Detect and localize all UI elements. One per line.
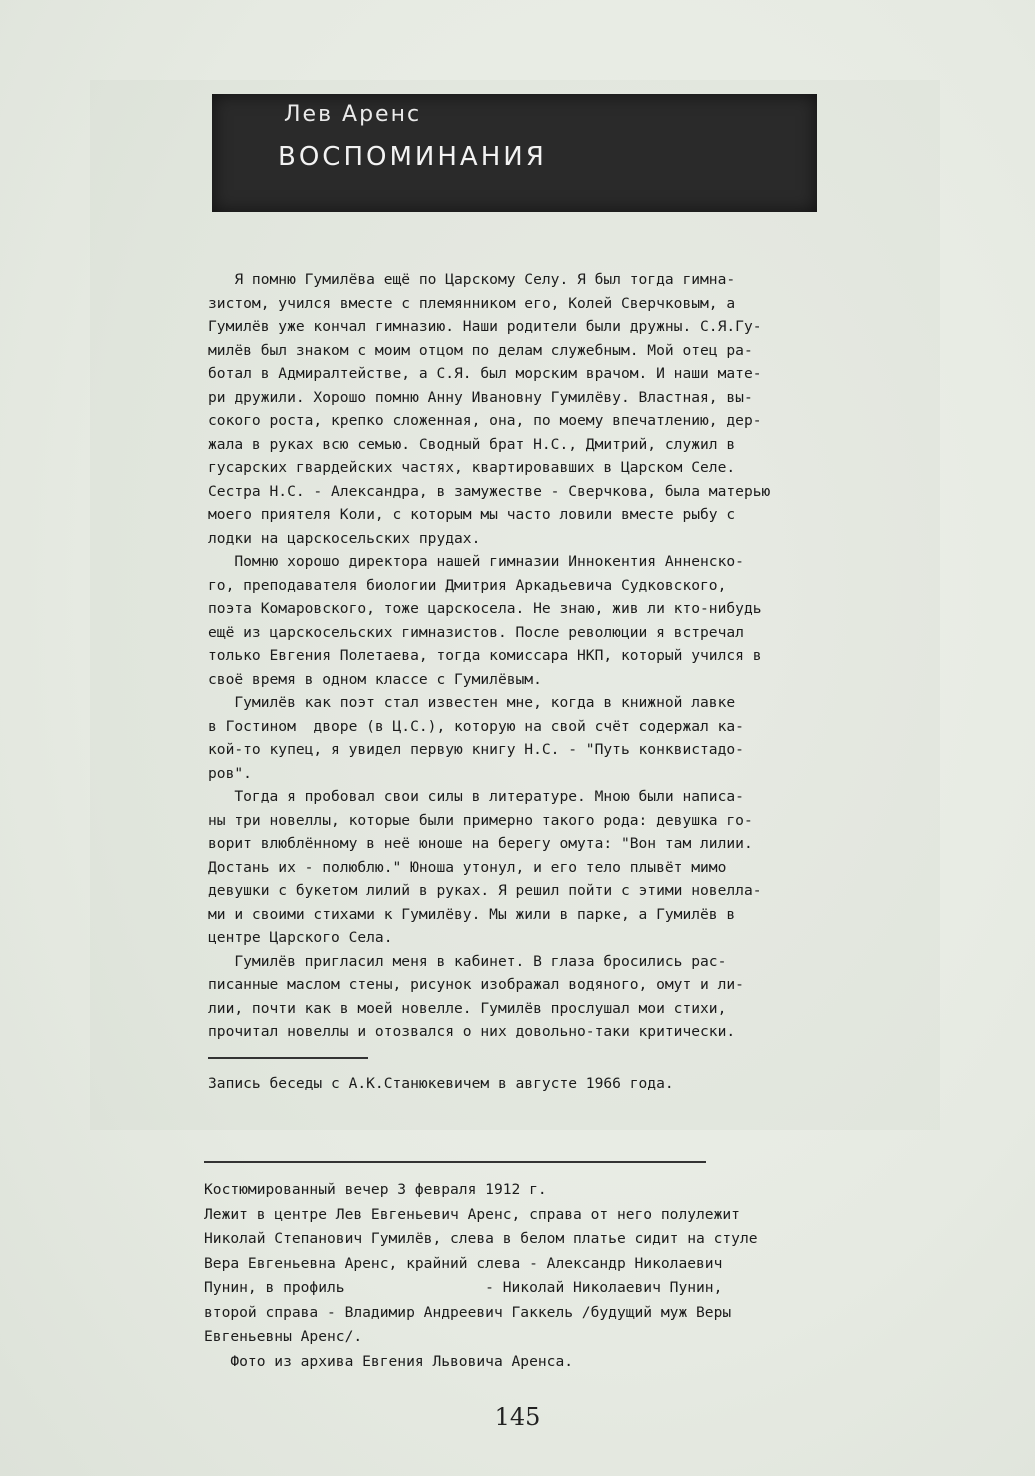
text-line: Достань их - полюблю." Юноша утонул, и его тело плывёт мимо <box>208 858 727 876</box>
caption-line: Костюмированный вечер 3 февраля 1912 г. <box>204 1181 547 1198</box>
memoir-title: ВОСПОМИНАНИЯ <box>278 142 547 172</box>
caption-line: второй справа - Владимир Андреевич Гаккель /будущий муж Веры <box>204 1303 732 1321</box>
text-line: своё время в одном классе с Гумилёвым. <box>208 670 542 688</box>
text-line: ров". <box>208 764 252 782</box>
text-line: гусарских гвардейских частях, квартировавших в Царском Селе. <box>208 459 736 476</box>
text-line: кой-то купец, я увидел первую книгу Н.С. - "Путь конквистадо- <box>208 741 744 758</box>
caption-line: Лежит в центре Лев Евгеньевич Аренс, справа от него полулежит <box>204 1205 740 1223</box>
caption-rule <box>204 1161 706 1163</box>
photo-caption <box>204 1178 824 1374</box>
caption-line: Фото из архива Евгения Львовича Аренса. <box>204 1352 574 1370</box>
text-line: Гумилёв как поэт стал известен мне, когда в книжной лавке <box>208 694 736 711</box>
text-line: ми и своими стихами к Гумилёву. Мы жили в парке, а Гумилёв в <box>208 905 736 923</box>
text-line: лодки на царскосельских прудах. <box>208 529 481 547</box>
text-line: только Евгения Полетаева, тогда комиссара НКП, который учился в <box>208 647 762 664</box>
page-number: 145 <box>494 1403 541 1431</box>
caption-line: Евгеньевны Аренс/. <box>204 1328 363 1345</box>
text-line: Гумилёв уже кончал гимназию. Наши родители были дружны. С.Я.Гу- <box>208 318 762 335</box>
text-line: ри дружили. Хорошо помню Анну Ивановну Гумилёву. Властная, вы- <box>208 388 753 406</box>
text-line: лии, почти как в моей новелле. Гумилёв прослушал мои стихи, <box>208 999 727 1017</box>
body-text <box>208 268 828 1044</box>
text-line: в Гостином дворе (в Ц.С.), которую на свой счёт содержал ка- <box>208 717 744 735</box>
text-line: Помню хорошо директора нашей гимназии Иннокентия Анненско- <box>208 553 744 570</box>
caption-line: Вера Евгеньевна Аренс, крайний слева - Александр Николаевич <box>204 1254 723 1272</box>
text-line: Сестра Н.С. - Александра, в замужестве - Сверчкова, была матерью <box>208 482 771 500</box>
footnote: Запись беседы с А.К.Станюкевичем в августе 1966 года. <box>208 1075 674 1092</box>
text-line: ворит влюблённому в неё юноше на берегу омута: "Вон там лилии. <box>208 835 753 852</box>
text-line: зистом, учился вместе с племянником его, Колей Сверчковым, а <box>208 294 736 312</box>
text-line: поэта Комаровского, тоже царскосела. Не знаю, жив ли кто-нибудь <box>208 600 762 617</box>
caption-line: Пунин, в профиль - Николай Николаевич Пунин, <box>204 1279 723 1296</box>
text-line: центре Царского Села. <box>208 929 393 946</box>
caption-line: Николай Степанович Гумилёв, слева в белом платье сидит на стуле <box>204 1230 758 1247</box>
text-line: сокого роста, крепко сложенная, она, по моему впечатлению, дер- <box>208 412 762 429</box>
text-line: прочитал новеллы и отозвался о них довольно-таки критически. <box>208 1023 736 1040</box>
text-line: писанные маслом стены, рисунок изображал водяного, омут и ли- <box>208 976 744 993</box>
text-line: го, преподавателя биологии Дмитрия Аркадьевича Судковского, <box>208 576 727 594</box>
text-line: ещё из царскосельских гимназистов. После революции я встречал <box>208 623 744 641</box>
text-line: моего приятеля Коли, с которым мы часто ловили вместе рыбу с <box>208 506 736 523</box>
text-line: Тогда я пробовал свои силы в литературе. Мною были написа- <box>208 788 744 805</box>
footnote-rule <box>208 1057 368 1059</box>
author-name: Лев Аренс <box>284 102 422 127</box>
text-line: ботал в Адмиралтействе, а С.Я. был морским врачом. И наши мате- <box>208 365 762 382</box>
title-banner <box>212 94 817 212</box>
text-line: ны три новеллы, которые были примерно такого рода: девушка го- <box>208 811 753 829</box>
text-line: Я помню Гумилёва ещё по Царскому Селу. Я был тогда гимна- <box>208 271 736 288</box>
text-line: девушки с букетом лилий в руках. Я решил пойти с этими новелла- <box>208 882 762 899</box>
text-line: жала в руках всю семью. Сводный брат Н.С., Дмитрий, служил в <box>208 435 736 453</box>
text-line: милёв был знаком с моим отцом по делам служебным. Мой отец ра- <box>208 341 753 359</box>
text-line: Гумилёв пригласил меня в кабинет. В глаза бросились рас- <box>208 952 727 970</box>
